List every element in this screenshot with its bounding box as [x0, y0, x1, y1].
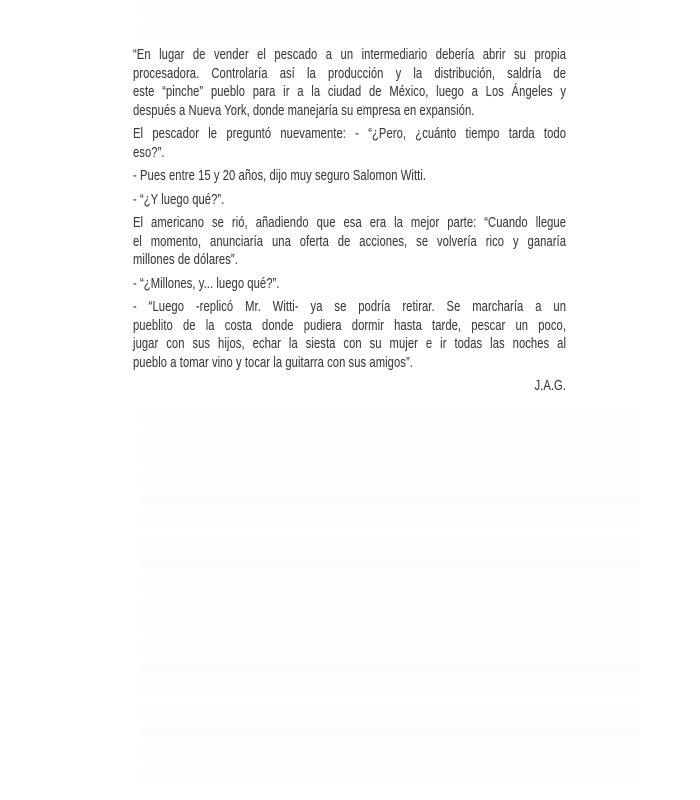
story-paragraph — [133, 191, 566, 210]
story-line: este “pinche” pueblo para ir a la ciudad de México, luego a Los Ángeles y — [133, 83, 567, 100]
story-text-block — [133, 46, 566, 396]
page-showthrough-bottom — [140, 412, 640, 782]
story-line: eso?”. — [133, 143, 165, 161]
story-line: “En lugar de vender el pescado a un intermediario debería abrir su propia — [133, 46, 567, 63]
story-paragraph — [133, 275, 566, 294]
story-paragraphs — [133, 46, 566, 372]
story-line: - Pues entre 15 y 20 años, dijo muy seguro Salomon Witti. — [133, 167, 427, 184]
story-line: El americano se rió, añadiendo que esa era la mejor parte: “Cuando llegue — [133, 214, 567, 231]
story-line: procesadora. Controlaría así la producción y la distribución, saldría de — [133, 64, 567, 82]
story-line: El pescador le preguntó nuevamente: - “¿Pero, ¿cuánto tiempo tarda todo — [133, 125, 567, 142]
story-paragraph — [133, 167, 566, 186]
story-line: el momento, anunciaría una oferta de acciones, se volvería rico y ganaría — [133, 232, 567, 250]
story-line: pueblito de la costa donde pudiera dormir hasta tarde, pescar un poco, — [133, 316, 567, 334]
story-line: después a Nueva York, donde manejaría su empresa en expansión. — [133, 101, 475, 119]
story-line: - “¿Y luego qué?”. — [133, 190, 225, 208]
story-line: - “Luego -replicó Mr. Witti- ya se podría retirar. Se marcharía a un — [133, 298, 567, 315]
story-line: jugar con sus hijos, echar la siesta con su mujer e ir todas las noches al — [133, 335, 567, 352]
story-line: millones de dólares”. — [133, 251, 238, 268]
story-paragraph — [133, 214, 566, 270]
story-line: - “¿Millones, y... luego qué?”. — [133, 274, 280, 292]
signature: J.A.G. — [534, 377, 567, 394]
story-line: pueblo a tomar vino y tocar la guitarra con sus amigos”. — [133, 353, 413, 371]
story-paragraph — [133, 125, 566, 162]
story-paragraph — [133, 298, 566, 372]
page-showthrough-top — [140, 6, 640, 40]
story-paragraph — [133, 46, 566, 120]
